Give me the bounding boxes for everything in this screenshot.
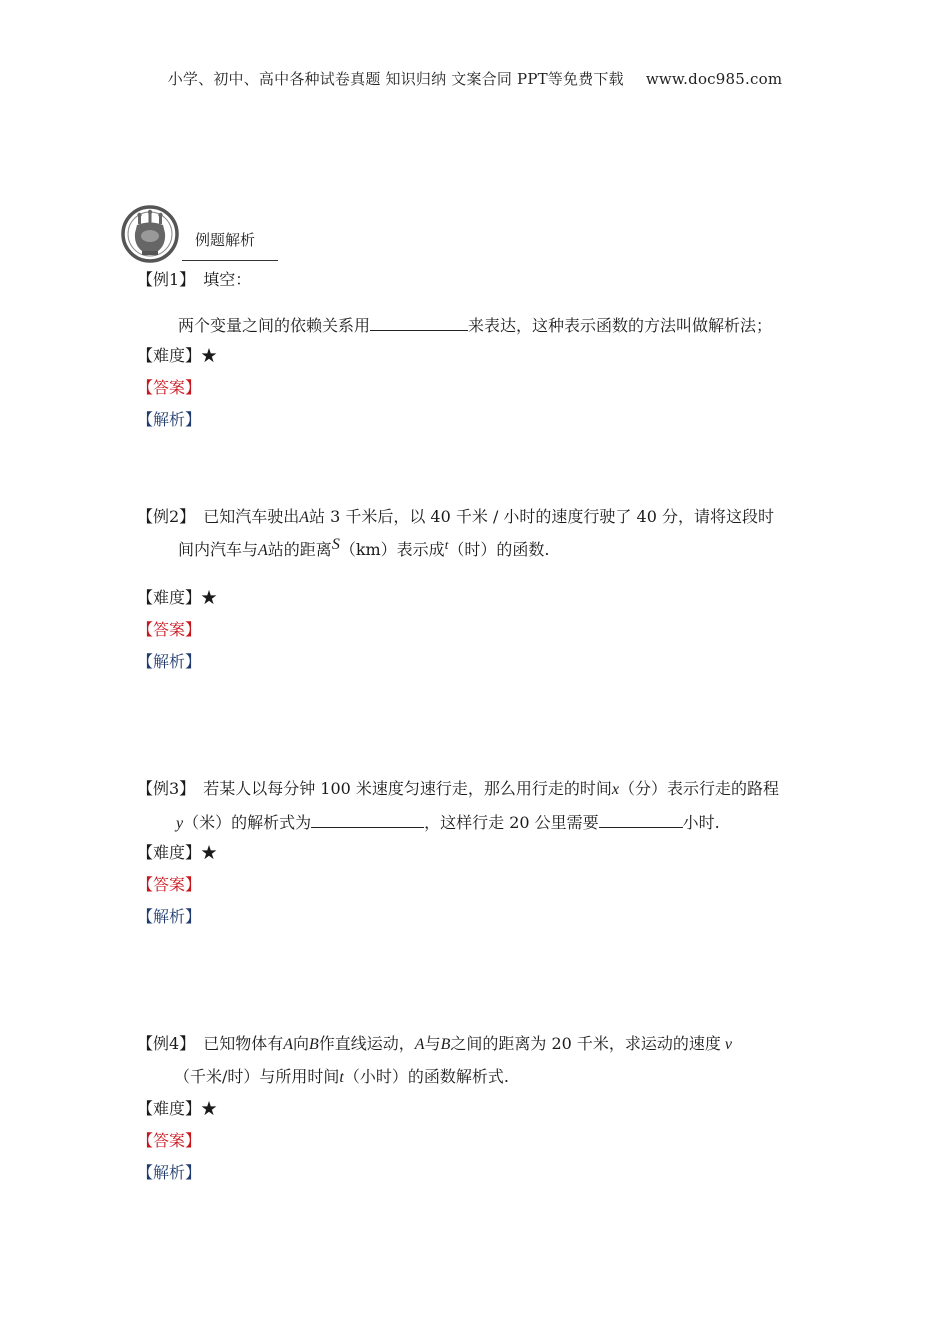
example-4-line1: 【例4】 已知物体有A向B作直线运动，A与B之间的距离为 20 千米，求运动的速度 v	[137, 1034, 733, 1053]
answer-blank[interactable]	[370, 314, 468, 331]
example-4-analysis-label: 【解析】	[137, 1163, 202, 1182]
section-title: 例题解析	[195, 231, 256, 249]
example-3-line1: 【例3】 若某人以每分钟 100 米速度匀速行走，那么用行走的时间x（分）表示行走的路程	[137, 779, 780, 798]
example-2-analysis-label: 【解析】	[137, 652, 202, 671]
example-3-line2: y（米）的解析式为 ，这样行走 20 公里需要 小时.	[176, 813, 720, 832]
header-text: 小学、初中、高中各种试卷真题 知识归纳 文案合同 PPT等免费下载	[167, 70, 624, 88]
example-1-tag: 【例1】	[137, 270, 196, 289]
example-4-answer-label: 【答案】	[137, 1131, 202, 1150]
section-divider	[182, 260, 278, 261]
header-url[interactable]: www.doc985.com	[645, 70, 783, 88]
example-1-line1	[137, 270, 251, 290]
example-1-answer-label: 【答案】	[137, 378, 202, 397]
example-4-line2: （千米/时）与所用时间t（小时）的函数解析式.	[174, 1067, 509, 1086]
example-1-analysis-label: 【解析】	[137, 410, 202, 429]
example-2-answer-label: 【答案】	[137, 620, 202, 639]
example-3-tag: 【例3】	[137, 779, 196, 798]
example-1-prompt: 填空：	[203, 270, 252, 289]
example-2-tag: 【例2】	[137, 507, 196, 526]
answer-blank[interactable]	[599, 811, 683, 828]
example-1-difficulty: 【难度】★	[137, 346, 218, 365]
example-4-tag: 【例4】	[137, 1034, 196, 1053]
example-3-answer-label: 【答案】	[137, 875, 202, 894]
example-4-difficulty: 【难度】★	[137, 1099, 218, 1118]
example-1-line2: 两个变量之间的依赖关系用 来表达，这种表示函数的方法叫做解析法；	[178, 316, 773, 335]
example-3-difficulty: 【难度】★	[137, 843, 218, 862]
answer-blank[interactable]	[311, 811, 424, 828]
example-2-difficulty: 【难度】★	[137, 588, 218, 607]
page-header	[0, 68, 950, 89]
mascot-icon	[120, 203, 182, 265]
example-3-analysis-label: 【解析】	[137, 907, 202, 926]
example-2-line1: 【例2】 已知汽车驶出A站 3 千米后，以 40 千米 / 小时的速度行驶了 40 分，请将这段时	[137, 507, 774, 526]
section-heading	[120, 203, 280, 265]
example-2-line2: 间内汽车与A站的距离S（km）表示成$^t$（时）的函数.	[178, 536, 550, 559]
